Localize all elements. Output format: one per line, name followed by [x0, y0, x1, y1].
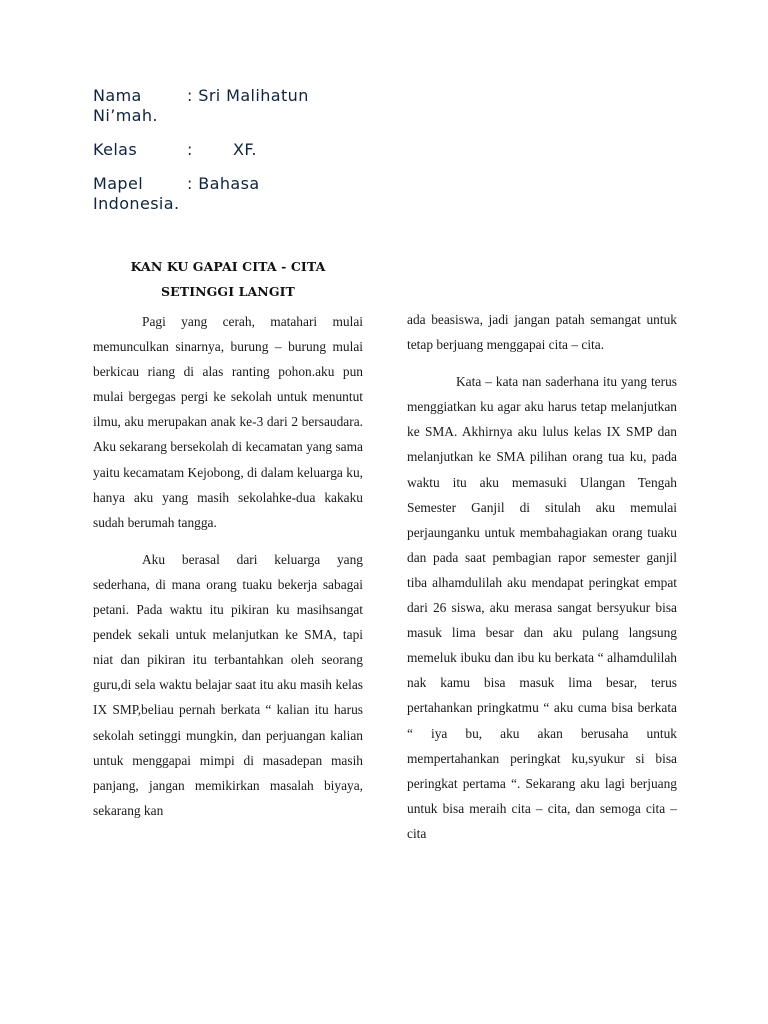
paragraph: Aku berasal dari keluarga yang sederhana, di mana orang tuaku bekerja sabagai petani. Pada waktu itu pikiran ku masihsangat pendek sekali untuk melanjutkan ke SMA, tapi niat dan pikiran itu terbantahkan oleh seorang guru,di sela waktu belajar saat itu aku masih kelas IX SMP,beliau pernah berkata “ kalian itu harus sekolah setinggi mungkin, dan perjuangan kalian untuk menggapai mimpi di masadepan masih panjang, jangan memikirkan masalah biyaya, sekarang kan — [93, 551, 363, 818]
mapel-row — [93, 174, 353, 214]
nama-value: : Sri Malihatun — [187, 86, 309, 105]
paragraph: Kata – kata nan saderhana itu yang terus menggiatkan ku agar aku harus tetap melanjutkan ke SMA. Akhirnya aku lulus kelas IX SMP dan melanjutkan ke SMA pilihan orang tua ku, pada waktu itu aku memasuki Ulangan Tengah Semester Ganjil di situlah aku memulai perjaunganku untuk membahagiakan orang tuaku dan pada saat pembagian rapor semester ganjil tiba alhamdulilah aku mendapat peringkat empat dari 26 siswa, aku merasa sangat bersyukur bisa masuk lima besar dan aku pulang langsung memeluk ibuku dan ibu ku berkata “ alhamdulilah nak kamu bisa masuk lima besar, terus pertahankan pringkatmu “ aku cuma bisa berkata “ iya bu, aku akan berusaha untuk mempertahankan peringkat ku,syukur si bisa peringkat pertama “. Sekarang aku lagi berjuang untuk bisa meraih cita – cita, dan semoga cita – cita — [407, 374, 677, 841]
kelas-colon: : — [187, 140, 193, 159]
right-column — [407, 307, 677, 846]
nama-label: Nama — [93, 86, 142, 105]
student-info — [93, 86, 353, 214]
nama-row — [93, 86, 353, 126]
kelas-label: Kelas — [93, 140, 138, 159]
mapel-value: : Bahasa — [187, 174, 260, 193]
left-column — [93, 309, 363, 823]
essay-title: KAN KU GAPAI CITA - CITA SETINGGI LANGIT — [130, 259, 326, 299]
mapel-label: Mapel — [93, 174, 144, 193]
paragraph: Pagi yang cerah, matahari mulai memunculkan sinarnya, burung – burung mulai berkicau riang di alas ranting pohon.aku pun mulai bergegas pergi ke sekolah untuk menuntut ilmu, aku merupakan anak ke-3 dari 2 bersaudara. Aku sekarang bersekolah di kecamatan yang sama yaitu kecamatam Kejobong, di dalam keluarga ku, hanya aku yang masih sekolahke-dua kakaku sudah berumah tangga. — [93, 314, 363, 530]
paragraph: ada beasiswa, jadi jangan patah semangat untuk tetap berjuang menggapai cita – cita. — [407, 312, 677, 353]
kelas-row — [93, 140, 353, 160]
mapel-value-continued: Indonesia. — [93, 194, 180, 213]
kelas-value: XF. — [233, 140, 257, 159]
nama-value-continued: Ni’mah. — [93, 106, 158, 125]
